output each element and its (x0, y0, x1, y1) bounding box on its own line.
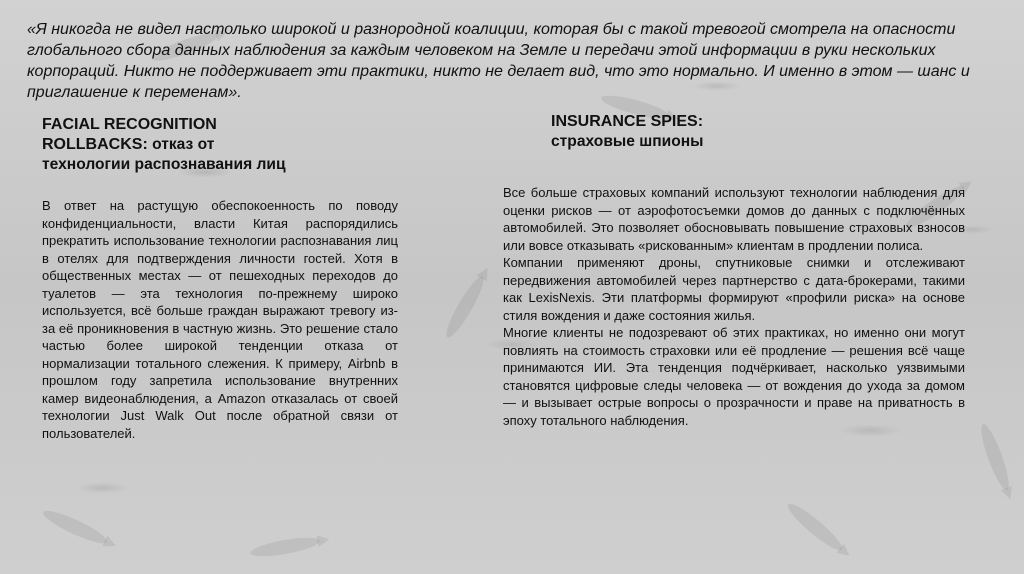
insurance-spies-title-en: INSURANCE SPIES: (551, 113, 704, 130)
insurance-spies-title-ru: страховые шпионы (551, 133, 704, 150)
facial-recognition-heading (42, 115, 398, 175)
insurance-spies-heading (551, 112, 965, 152)
facial-recognition-title-en-line1: FACIAL RECOGNITION (42, 116, 217, 133)
background-fish-shape (249, 534, 320, 560)
facial-recognition-section (42, 115, 398, 442)
background-fish-shape (784, 499, 847, 555)
insurance-spies-paragraph: Многие клиенты не подозревают об этих практиках, но именно они могут повлиять на стоимость страховки или её продление — решения всё чаще принимаются ИИ. Эта тенденция подчёркивает, насколько уязвимыми становятся цифровые следы человека — от вождения до ухода за домом — и вызывает острые вопросы о прозрачности и праве на приватность в эпоху тотального наблюдения. (503, 325, 965, 428)
insurance-spies-body (503, 184, 965, 429)
facial-recognition-title-ru-line1: отказ от (147, 136, 215, 153)
insurance-spies-paragraph: Все больше страховых компаний используют технологии наблюдения для оценки рисков — от аэрофотосъемки домов до данных с подключённых автомобилей. Это позволяет обосновывать повышение страховых взносов или вовсе отказывать «рискованным» клиентам в продлении полиса. (503, 185, 965, 253)
insurance-spies-section (503, 112, 965, 429)
facial-recognition-body: В ответ на растущую обеспокоенность по поводу конфиденциальности, власти Китая распорядились прекратить использование технологии распознавания лиц в отелях для подтверждения личности гостей. Хотя в общественных местах — от пешеходных переходов до туалетов — эта технология по-прежнему широко используется, всё больше граждан выражают тревогу из-за её проникновения в частную жизнь. Это решение стало частью более широкой тенденции отказа от нормализации тотального слежения. К примеру, Airbnb в прошлом году запретила использование внутренних камер видеонаблюдения, а Amazon отказалась от своей технологии Just Walk Out после обратной связи от пользователей. (42, 198, 398, 441)
facial-recognition-title-ru-line2: технологии распознавания лиц (42, 156, 286, 173)
facial-recognition-title-en-line2: ROLLBACKS: (42, 136, 148, 153)
background-fish-shape (976, 422, 1013, 493)
insurance-spies-paragraph: Компании применяют дроны, спутниковые снимки и отслеживают передвижения автомобилей через партнерство с дата-брокерами, такими как LexisNexis. Эти платформы формируют «профили риска» на основе стиля вождения и даже состояния жилья. (503, 255, 965, 323)
background-fish-shape (441, 273, 488, 341)
background-fish-shape (40, 506, 109, 548)
intro-quote: «Я никогда не видел настолько широкой и разнородной коалиции, которая бы с такой тревогой смотрела на опасности глобального сбора данных наблюдения за каждым человеком на Земле и передачи этой информации в руки нескольких корпораций. Никто не поддерживает эти практики, никто не делает вид, что это нормально. И именно в этом — шанс и приглашение к переменам». (27, 21, 970, 101)
